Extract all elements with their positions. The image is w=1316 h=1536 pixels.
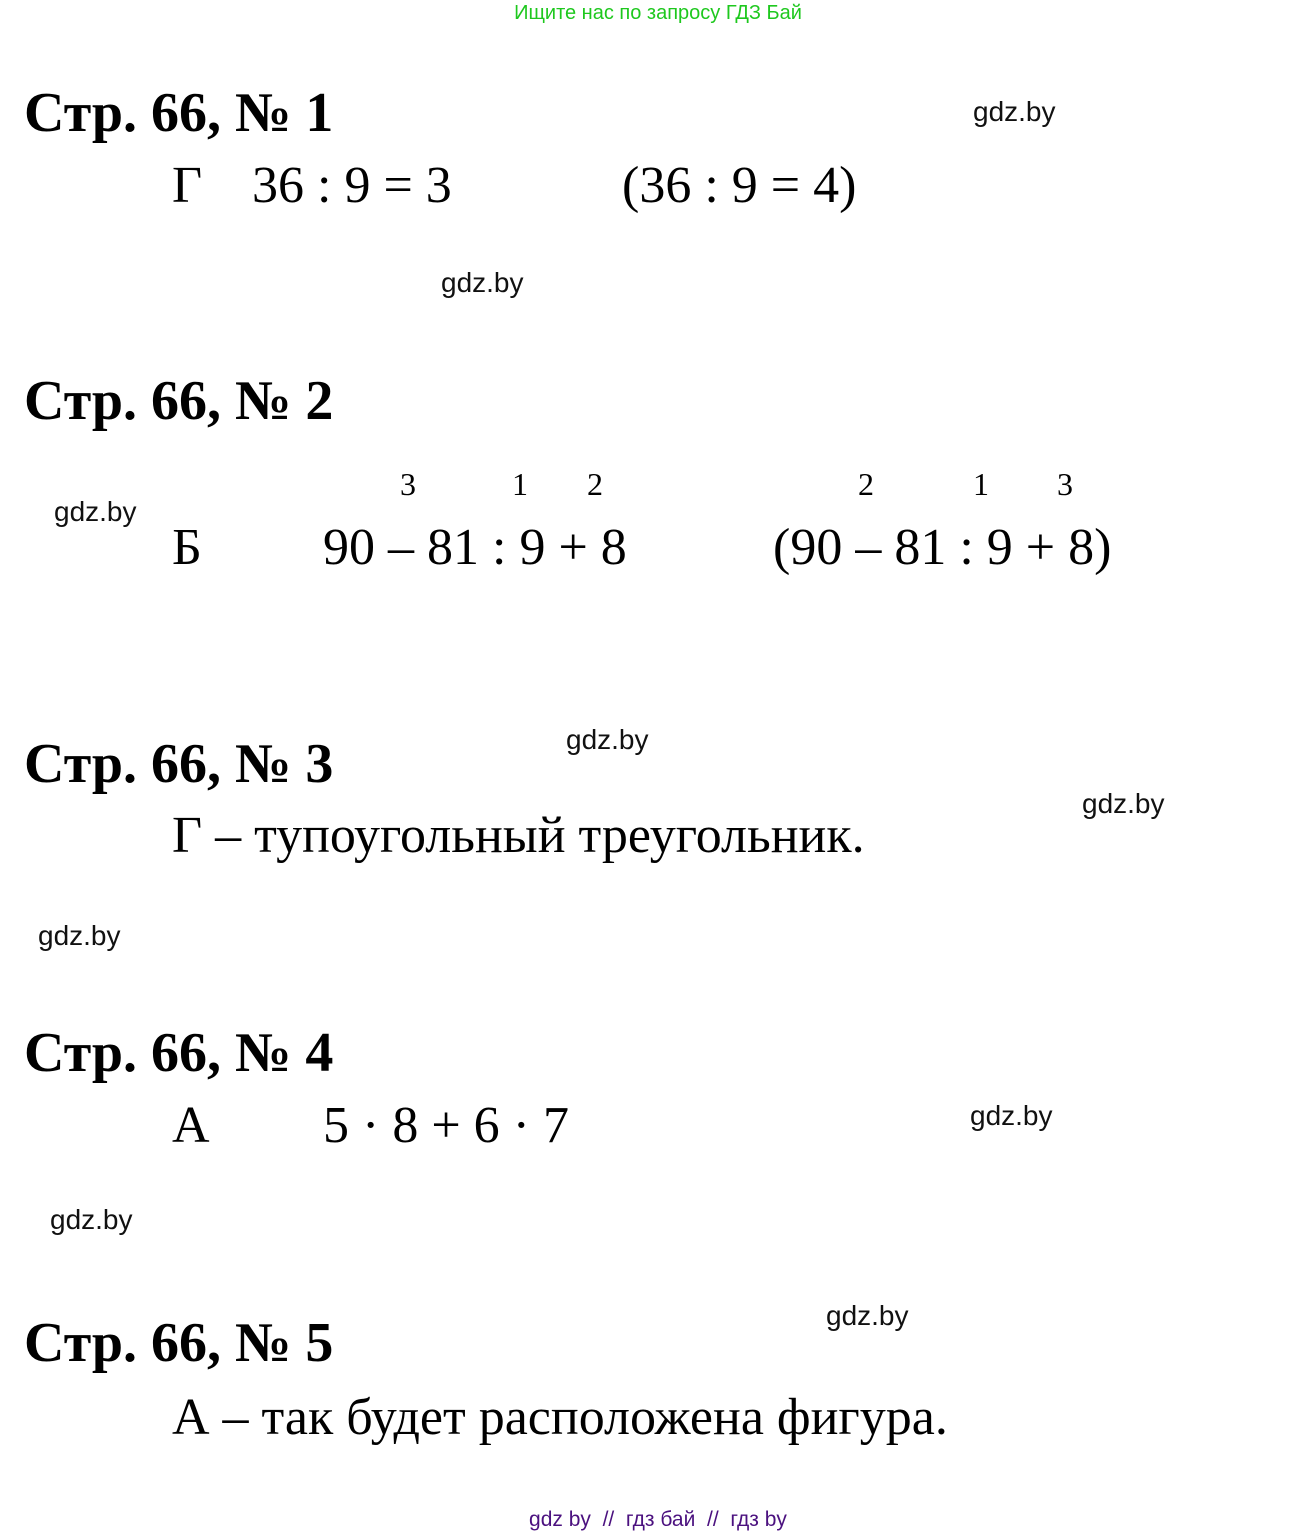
watermark: gdz.by <box>973 96 1056 127</box>
watermark: gdz.by <box>1082 788 1165 819</box>
watermark: gdz.by <box>50 1204 133 1235</box>
task-2-heading: Стр. 66, № 2 <box>24 370 334 432</box>
watermark: gdz.by <box>566 724 649 755</box>
task-4-heading: Стр. 66, № 4 <box>24 1022 334 1084</box>
order-number: 1 <box>973 466 989 502</box>
task-2-alternative: (90 – 81 : 9 + 8) <box>773 519 1112 576</box>
task-1-letter: Г <box>172 157 203 214</box>
watermark: gdz.by <box>38 920 121 951</box>
watermark: gdz.by <box>826 1300 909 1331</box>
task-2-letter: Б <box>172 519 202 576</box>
task-5-heading: Стр. 66, № 5 <box>24 1312 334 1374</box>
task-1-expression: 36 : 9 = 3 <box>252 157 452 214</box>
footer-links: gdz by // гдз бай // гдз by <box>529 1508 787 1531</box>
task-4-letter: А <box>172 1097 210 1154</box>
watermark: gdz.by <box>441 267 524 298</box>
order-number: 2 <box>587 466 603 502</box>
task-1-alternative: (36 : 9 = 4) <box>622 157 857 214</box>
order-number: 1 <box>512 466 528 502</box>
task-5-answer: А – так будет расположена фигура. <box>172 1389 948 1446</box>
search-banner: Ищите нас по запросу ГДЗ Бай <box>514 2 802 24</box>
task-3-answer: Г – тупоугольный треугольник. <box>172 807 865 864</box>
order-number: 3 <box>1057 466 1073 502</box>
order-number: 3 <box>400 466 416 502</box>
task-2-expression: 90 – 81 : 9 + 8 <box>323 519 627 576</box>
watermark: gdz.by <box>970 1100 1053 1131</box>
task-4-expression: 5 · 8 + 6 · 7 <box>323 1097 569 1154</box>
watermark: gdz.by <box>54 496 137 527</box>
task-3-heading: Стр. 66, № 3 <box>24 733 334 795</box>
order-number: 2 <box>858 466 874 502</box>
task-1-heading: Стр. 66, № 1 <box>24 82 334 144</box>
